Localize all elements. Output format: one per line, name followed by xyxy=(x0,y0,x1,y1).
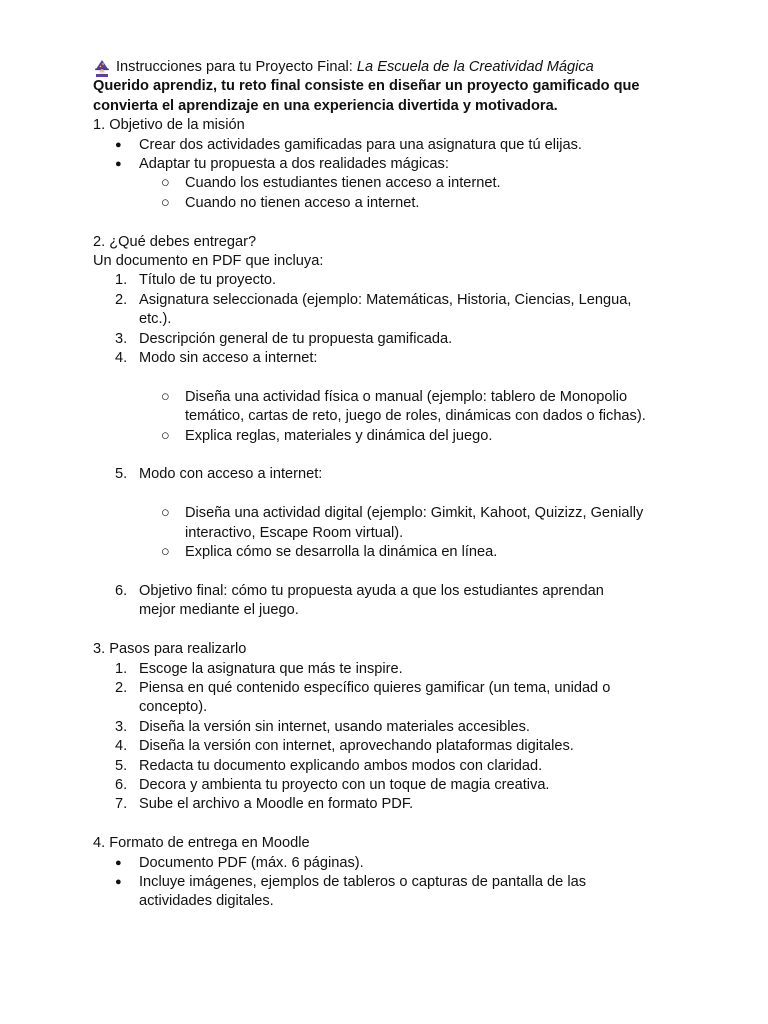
numbered-item xyxy=(93,737,728,756)
spacer xyxy=(93,446,728,465)
list-item-text: Título de tu proyecto. xyxy=(139,272,277,289)
sub-list-item xyxy=(93,388,728,407)
document-title xyxy=(93,58,728,77)
number-marker: 3. xyxy=(115,330,128,347)
section-4-heading: 4. Formato de entrega en Moodle xyxy=(93,835,310,852)
spacer xyxy=(93,621,728,640)
number-marker: 5. xyxy=(115,757,128,774)
numbered-item xyxy=(93,795,728,814)
number-marker: 6. xyxy=(115,582,128,599)
number-marker: 2. xyxy=(115,291,128,308)
numbered-item xyxy=(93,718,728,737)
numbered-item-continued: etc.). xyxy=(139,311,172,328)
list-item-text: Descripción general de tu propuesta gamificada. xyxy=(139,330,453,347)
number-marker: 4. xyxy=(115,738,128,755)
intro-line-1: Querido aprendiz, tu reto final consiste en diseñar un proyecto gamificado que xyxy=(93,78,640,95)
numbered-item xyxy=(93,757,728,776)
list-item-continued: actividades digitales. xyxy=(139,893,274,910)
number-marker: 1. xyxy=(115,272,128,289)
bullet-marker: ● xyxy=(115,158,122,171)
bullet-marker: ● xyxy=(115,875,122,888)
list-item xyxy=(93,136,728,155)
section-1-heading: 1. Objetivo de la misión xyxy=(93,117,245,134)
list-item-text: Explica reglas, materiales y dinámica del juego. xyxy=(185,427,493,444)
list-item-text: Objetivo final: cómo tu propuesta ayuda a que los estudiantes aprendan xyxy=(139,582,604,599)
numbered-item xyxy=(93,679,728,698)
bullet-marker: ● xyxy=(115,856,122,869)
list-item-text: Incluye imágenes, ejemplos de tableros o capturas de pantalla de las xyxy=(139,873,587,890)
number-marker: 4. xyxy=(115,350,128,367)
list-item-text: Crear dos actividades gamificadas para una asignatura que tú elijas. xyxy=(139,136,582,153)
section-2-lead: Un documento en PDF que incluya: xyxy=(93,253,324,270)
circle-marker: ○ xyxy=(161,505,170,522)
list-item-text: Diseña la versión con internet, aprovechando plataformas digitales. xyxy=(139,738,574,755)
list-item-text: Modo sin acceso a internet: xyxy=(139,350,318,367)
wizard-icon xyxy=(93,59,111,77)
number-marker: 6. xyxy=(115,776,128,793)
numbered-item xyxy=(93,349,728,368)
list-item-text: Adaptar tu propuesta a dos realidades mágicas: xyxy=(139,156,449,173)
circle-marker: ○ xyxy=(161,427,170,444)
list-item-text: Escoge la asignatura que más te inspire. xyxy=(139,660,403,677)
numbered-item xyxy=(93,330,728,349)
list-item-text: Modo con acceso a internet: xyxy=(139,466,323,483)
sub-list-item xyxy=(93,194,728,213)
numbered-item xyxy=(93,776,728,795)
title-italic: La Escuela de la Creatividad Mágica xyxy=(356,59,594,75)
numbered-item xyxy=(93,291,728,310)
numbered-item-continued: mejor mediante el juego. xyxy=(139,602,299,619)
bullet-marker: ● xyxy=(115,138,122,151)
numbered-item-continued: concepto). xyxy=(139,699,208,716)
circle-marker: ○ xyxy=(161,544,170,561)
list-item xyxy=(93,155,728,174)
sub-list-item-continued: interactivo, Escape Room virtual). xyxy=(185,524,404,541)
list-item-text: Redacta tu documento explicando ambos modos con claridad. xyxy=(139,757,543,774)
list-item-text: Diseña una actividad digital (ejemplo: Gimkit, Kahoot, Quizizz, Genially xyxy=(185,505,644,522)
sub-list-item-continued: temático, cartas de reto, juego de roles, dinámicas con dados o fichas). xyxy=(185,408,646,425)
circle-marker: ○ xyxy=(161,388,170,405)
number-marker: 1. xyxy=(115,660,128,677)
numbered-item xyxy=(93,582,728,601)
spacer xyxy=(93,213,728,232)
number-marker: 5. xyxy=(115,466,128,483)
number-marker: 2. xyxy=(115,679,128,696)
list-item-text: Decora y ambienta tu proyecto con un toque de magia creativa. xyxy=(139,776,550,793)
circle-marker: ○ xyxy=(161,194,170,211)
list-item-text: Asignatura seleccionada (ejemplo: Matemáticas, Historia, Ciencias, Lengua, xyxy=(139,291,632,308)
spacer xyxy=(93,368,728,387)
sub-list-item xyxy=(93,504,728,523)
list-item-text: Explica cómo se desarrolla la dinámica en línea. xyxy=(185,544,498,561)
intro-line-2: convierta el aprendizaje en una experiencia divertida y motivadora. xyxy=(93,97,558,114)
spacer xyxy=(93,485,728,504)
list-item-text: Diseña una actividad física o manual (ejemplo: tablero de Monopolio xyxy=(185,388,628,405)
list-item-text: Diseña la versión sin internet, usando materiales accesibles. xyxy=(139,718,530,735)
section-3-heading: 3. Pasos para realizarlo xyxy=(93,641,247,658)
number-marker: 3. xyxy=(115,718,128,735)
sub-list-item xyxy=(93,543,728,562)
numbered-item xyxy=(93,465,728,484)
list-item xyxy=(93,873,728,892)
spacer xyxy=(93,563,728,582)
spacer xyxy=(93,815,728,834)
numbered-item xyxy=(93,660,728,679)
numbered-item xyxy=(93,271,728,290)
list-item xyxy=(93,854,728,873)
list-item-text: Piensa en qué contenido específico quieres gamificar (un tema, unidad o xyxy=(139,679,611,696)
section-2-heading: 2. ¿Qué debes entregar? xyxy=(93,233,257,250)
number-marker: 7. xyxy=(115,796,128,813)
list-item-text: Sube el archivo a Moodle en formato PDF. xyxy=(139,796,414,813)
sub-list-item xyxy=(93,427,728,446)
sub-list-item xyxy=(93,174,728,193)
list-item-text: Cuando no tienen acceso a internet. xyxy=(185,194,420,211)
list-item-text: Documento PDF (máx. 6 páginas). xyxy=(139,854,364,871)
list-item-text: Cuando los estudiantes tienen acceso a internet. xyxy=(185,175,501,192)
circle-marker: ○ xyxy=(161,175,170,192)
title-prefix: Instrucciones para tu Proyecto Final: xyxy=(116,59,353,75)
